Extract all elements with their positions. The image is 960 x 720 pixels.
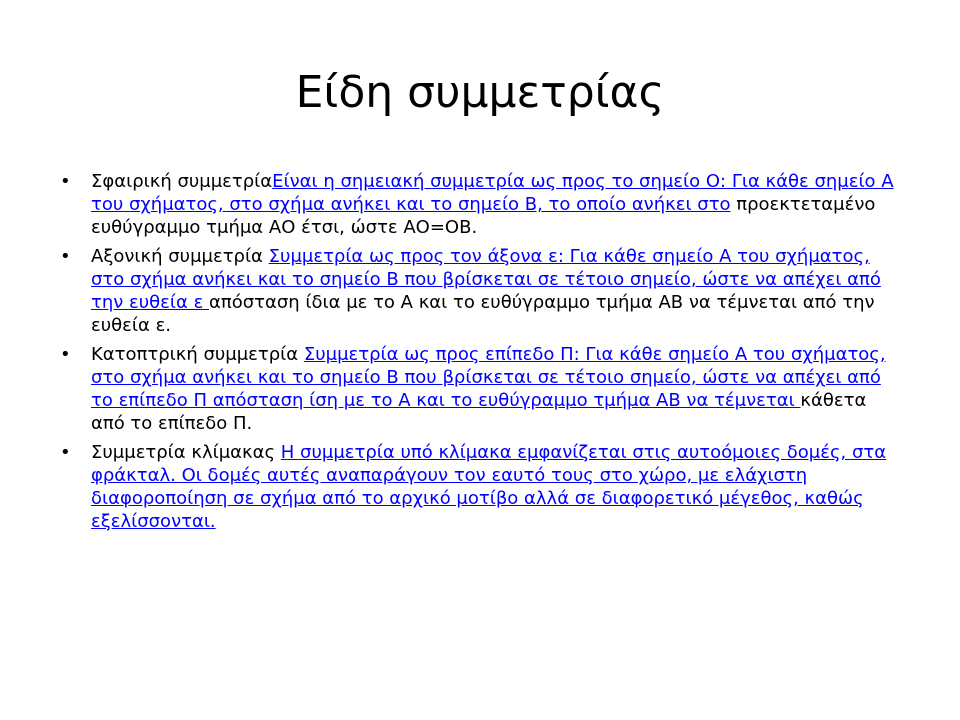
item-link[interactable]: Συμμετρία ως προς επίπεδο Π: Για κάθε σημείο Α του σχήματος, στο σχήμα ανήκει και το σημείο Β που βρίσκεται σε τέτοιο σημείο, ώστε να απέχει από το επίπεδο Π απόσταση ίση με το Α και το ευθύγραμμο τμήμα ΑΒ να τέμνεται	[91, 344, 886, 411]
slide-title: Είδη συμμετρίας	[295, 67, 665, 118]
bullet-icon: •	[60, 442, 71, 463]
bullet-icon: •	[60, 171, 71, 192]
bullet-icon: •	[60, 246, 71, 267]
item-link[interactable]: Είναι η σημειακή συμμετρία ως προς το σημείο Ο: Για κάθε σημείο Α του σχήματος, στο σχήμα ανήκει και το σημείο Β, το οποίο ανήκει στο	[91, 171, 894, 215]
item-link[interactable]: Η συμμετρία υπό κλίμακα εμφανίζεται στις αυτοόμοιες δομές, στα φράκταλ. Οι δομές αυτές αναπαράγουν τον εαυτό τους στο χώρο, με ελάχιστη διαφοροποίηση σε σχήμα από το αρχικό μοτίβο αλλά σε διαφορετικό μέγεθος, καθώς εξελίσσονται.	[91, 442, 887, 532]
list-item-mirror-symmetry	[60, 343, 900, 435]
bullet-list	[60, 170, 900, 539]
list-item-spherical-symmetry	[60, 170, 900, 239]
bullet-icon: •	[60, 344, 71, 365]
item-lead-text: Αξονική συμμετρία	[91, 246, 269, 267]
item-tail-text: απόσταση ίδια με το Α και το ευθύγραμμο τμήμα ΑΒ να τέμνεται από την ευθεία ε.	[91, 292, 875, 336]
item-tail-text: κάθετα από το επίπεδο Π.	[91, 390, 867, 434]
item-tail-text: προεκτεταμένο ευθύγραμμο τμήμα ΑΟ έτσι, ώστε ΑΟ=ΟΒ.	[91, 194, 876, 238]
item-lead-text: Συμμετρία κλίμακας	[91, 442, 281, 463]
item-link[interactable]: Συμμετρία ως προς τον άξονα ε: Για κάθε σημείο Α του σχήματος, στο σχήμα ανήκει και το σημείο Β που βρίσκεται σε τέτοιο σημείο, ώστε να απέχει από την ευθεία ε	[91, 246, 881, 313]
list-item-scale-symmetry	[60, 441, 900, 533]
list-item-axial-symmetry	[60, 245, 900, 337]
item-lead-text: Κατοπτρική συμμετρία	[91, 344, 304, 365]
item-lead-text: Σφαιρική συμμετρία	[91, 171, 273, 192]
